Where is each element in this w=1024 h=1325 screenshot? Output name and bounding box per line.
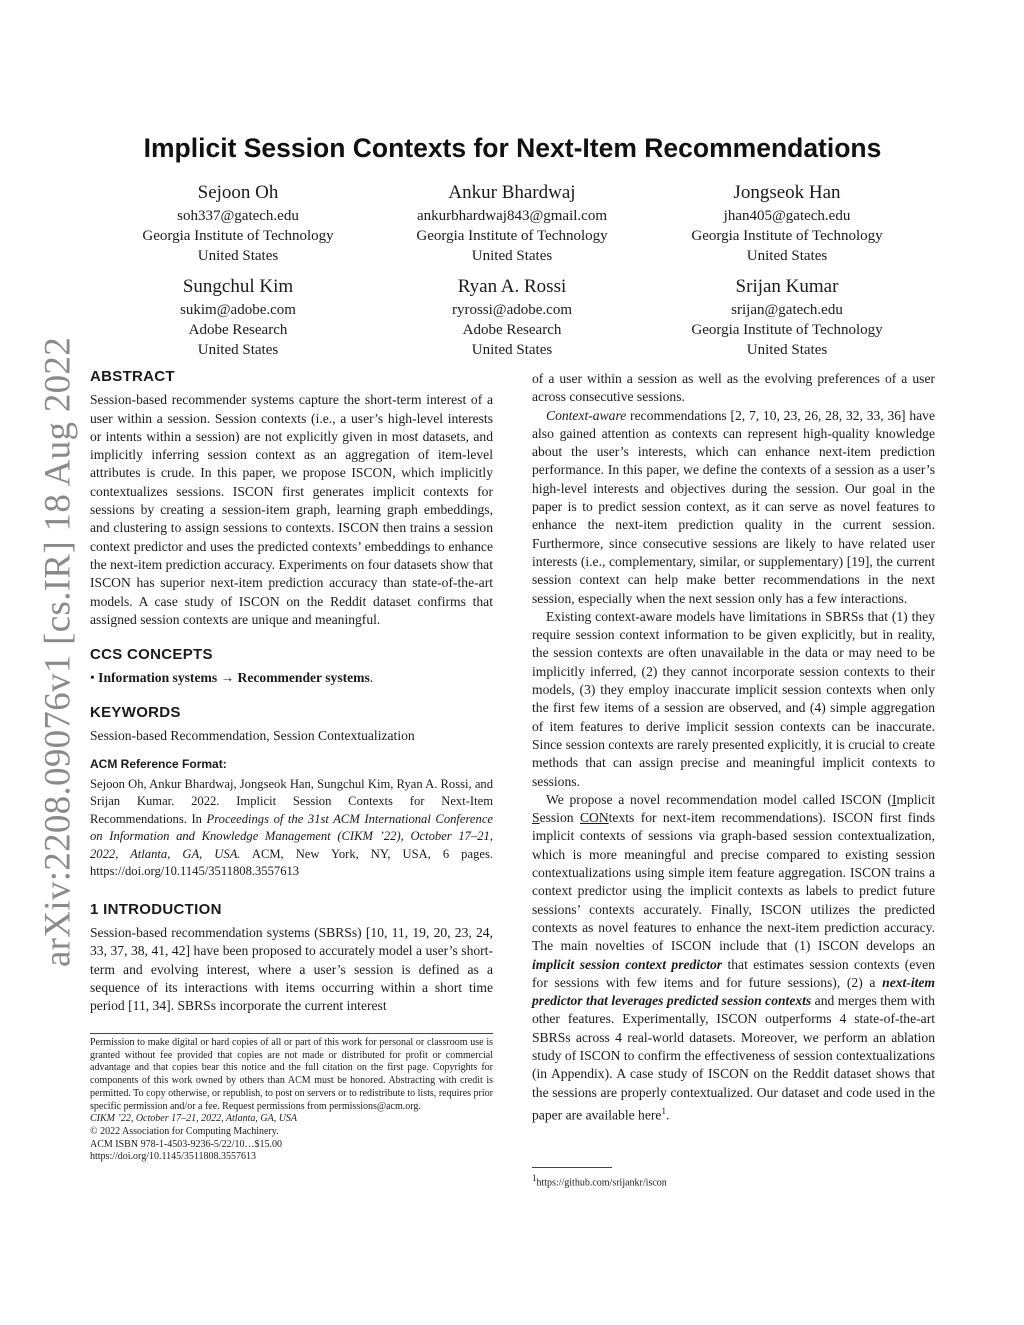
copyright-line: © 2022 Association for Computing Machinery.	[90, 1125, 279, 1137]
author-block	[637, 275, 937, 360]
ccs-bullet: •	[90, 670, 95, 686]
arrow-icon: →	[220, 670, 235, 686]
ccs-end: .	[369, 670, 374, 686]
intro-paragraph-1: Session-based recommendation systems (SBRSs) [10, 11, 19, 20, 23, 24, 33, 37, 38, 41, 42] have been proposed to accurately model a user’s short-term and evolving interest, where a user’s session is defined as a sequence of its interactions with items occurring within a short time period [11, 34]. SBRSs incorporate the current interest	[90, 924, 493, 1014]
author-country: United States	[471, 248, 553, 264]
author-email: soh337@gatech.edu	[177, 208, 299, 224]
intro-paragraph-4	[532, 791, 935, 1125]
author-name: Sungchul Kim	[182, 276, 294, 297]
p4-emph-2: next-item predictor that leverages predicted session contexts	[532, 974, 935, 1009]
p4-I: I	[891, 791, 897, 807]
author-affiliation: Georgia Institute of Technology	[691, 228, 883, 244]
author-affiliation: Georgia Institute of Technology	[416, 228, 608, 244]
author-country: United States	[746, 248, 828, 264]
doi-line: https://doi.org/10.1145/3511808.3557613	[90, 1151, 257, 1163]
p4-a: We propose a novel recommendation model called ISCON (	[546, 791, 892, 807]
intro-heading: 1 INTRODUCTION	[90, 900, 222, 918]
ccs-concept: Information systems	[98, 670, 218, 686]
isbn-line: ACM ISBN 978-1-4503-9236-5/22/10…$15.00	[90, 1138, 282, 1150]
author-email: ankurbhardwaj843@gmail.com	[416, 208, 607, 224]
footnote-marker: 1	[661, 1105, 666, 1116]
p4-c: ession	[539, 810, 580, 826]
p4-h: and merges them with other features. Experimentally, ISCON outperforms 4 state-of-the-art SBRSs across 4 real-world datasets. Moreover, we perform an ablation study of ISCON to confirm the effectiveness of session contextualizations (in Appendix). A case study of ISCON on the Reddit dataset shows that the sessions are properly contextualized. Our dataset and code used in the paper are available here	[532, 993, 935, 1123]
intro-paragraph-2	[532, 407, 935, 608]
ccs-subconcept: Recommender systems	[237, 670, 370, 686]
abstract-heading: ABSTRACT	[90, 368, 175, 385]
author-block	[362, 275, 662, 360]
footnote2-mark: 1	[532, 1173, 537, 1183]
right-column	[532, 370, 935, 1125]
author-affiliation: Georgia Institute of Technology	[142, 228, 334, 244]
p4-d: texts for next-item recommendations). ISCON first finds implicit contexts of sessions via graph-based session contextualization, which is more meaningful and precise compared to existing session contextualizations using simple item feature aggregation. ISCON trains a context predictor using the implicit contexts as labels to predict future sessions’ contexts accurately. Finally, ISCON utilizes the predicted contexts as novel features to enhance the next-item prediction accuracy. The main novelties of ISCON include that (1) ISCON develops an	[532, 810, 935, 954]
author-email: ryrossi@adobe.com	[451, 302, 573, 318]
author-block	[88, 181, 388, 266]
permission-footnote	[90, 1033, 493, 1164]
context-aware-term: Context-aware	[546, 407, 627, 423]
acm-ref-venue: Proceedings of the 31st ACM International Conference on Information and Knowledge Management (CIKM ’22), October 17–21, 2022, Atlanta, GA, USA.	[90, 811, 493, 861]
intro-paragraph-1-cont: of a user within a session as well as the evolving preferences of a user across consecutive sessions.	[532, 371, 935, 405]
intro-paragraph-3: Existing context-aware models have limitations in SBRSs that (1) they require session context information to be given explicitly, but in reality, the session contexts are often unavailable in the data or may need to be implicitly inferred, (2) they cannot incorporate session contexts to their models, (3) they employ inaccurate implicit session contexts when only the first few items of a session are observed, and (4) simple aggregation of item features to derive implicit session contexts can be inaccurate. Since session contexts are rarely presented explicitly, it is crucial to create methods that can assign precise and meaningful implicit contexts to sessions.	[532, 608, 935, 789]
paper-title: Implicit Session Contexts for Next-Item Recommendations	[143, 133, 882, 163]
author-country: United States	[471, 342, 553, 358]
conference-line: CIKM ’22, October 17–21, 2022, Atlanta, GA, USA	[90, 1113, 298, 1125]
github-footnote	[532, 1173, 667, 1188]
p4-CON: CON	[579, 810, 609, 826]
author-country: United States	[746, 342, 828, 358]
author-block	[362, 181, 662, 266]
author-email: sukim@adobe.com	[180, 302, 296, 318]
author-name: Ryan A. Rossi	[457, 276, 567, 297]
arxiv-stamp-text: arXiv:2208.09076v1 [cs.IR] 18 Aug 2022	[37, 336, 79, 968]
author-country: United States	[197, 342, 279, 358]
author-affiliation: Adobe Research	[462, 322, 562, 338]
github-link[interactable]: https://github.com/srijankr/iscon	[536, 1177, 667, 1189]
permission-text: Permission to make digital or hard copies of all or part of this work for personal or classroom use is granted without fee provided that copies are not made or distributed for profit or commercial advantage and that copies bear this notice and the full citation on the first page. Copyrights for components of this work owned by others than ACM must be honored. Abstracting with credit is permitted. To copy otherwise, or republish, to post on servers or to redistribute to lists, requires prior specific permission and/or a fee. Request permissions from permissions@acm.org.	[90, 1037, 493, 1112]
ccs-concepts	[90, 669, 493, 687]
acm-ref-pre: Sejoon Oh, Ankur Bhardwaj, Jongseok Han, Sungchul Kim, Ryan A. Rossi, and Srijan Kumar. 2022. Implicit Session Contexts for Next-Item Recommendations. In	[90, 776, 493, 826]
p4-f: that estimates session contexts (even for sessions with few items and for future sessions), (2) a	[532, 956, 935, 990]
intro-paragraph-2-text: recommendations [2, 7, 10, 23, 26, 28, 32, 33, 36] have also gained attention as contexts can represent high-quality knowledge about the user’s interests, which can enhance next-item prediction performance. In this paper, we define the contexts of a session as a user’s high-level interests and objectives during the session. Our goal in the paper is to predict session context, as it can serve as novel features to enhance the next-item prediction quality in the current session. Furthermore, since consecutive sessions are likely to have related user interests (i.e., complementary, similar, or supplementary) [19], the current session context can help make better recommendations in the next session, especially when the next session only has a few interactions.	[532, 407, 935, 606]
left-column	[90, 368, 493, 1015]
author-block	[637, 181, 937, 266]
author-block	[88, 275, 388, 360]
author-name: Jongseok Han	[733, 182, 841, 203]
acm-ref-post: ACM, New York, NY, USA, 6 pages. https://doi.org/10.1145/3511808.3557613	[90, 846, 493, 879]
p4-b: mplicit	[896, 791, 935, 807]
ccs-heading: CCS CONCEPTS	[90, 646, 213, 664]
author-name: Sejoon Oh	[197, 182, 279, 203]
author-affiliation: Adobe Research	[188, 322, 288, 338]
author-affiliation: Georgia Institute of Technology	[691, 322, 883, 338]
author-name: Ankur Bhardwaj	[448, 182, 576, 203]
p4-S: S	[532, 810, 540, 826]
author-name: Srijan Kumar	[735, 276, 839, 297]
p4-emph-1: implicit session context predictor	[532, 956, 723, 972]
author-country: United States	[197, 248, 279, 264]
acm-ref-text	[90, 776, 493, 881]
author-email: srijan@gatech.edu	[731, 302, 843, 318]
keywords-text: Session-based Recommendation, Session Contextualization	[90, 728, 415, 744]
p4-end: .	[665, 1107, 670, 1123]
author-email: jhan405@gatech.edu	[723, 208, 851, 224]
keywords-heading: KEYWORDS	[90, 703, 181, 721]
acm-ref-heading: ACM Reference Format:	[90, 757, 227, 772]
abstract-text: Session-based recommender systems capture the short-term interest of a user within a session. Session contexts (i.e., a user’s high-level interests or intents within a session) are not explicitly given in most datasets, and implicitly inferring session context as an aggregation of item-level attributes is crude. In this paper, we propose ISCON, which implicitly contextualizes sessions. ISCON first generates implicit contexts for sessions by creating a session-item graph, learning graph embeddings, and clustering to assign sessions to contexts. ISCON then trains a session context predictor and uses the predicted contexts’ embeddings to enhance the next-item prediction accuracy. Experiments on four datasets show that ISCON has superior next-item prediction accuracy than state-of-the-art models. A case study of ISCON on the Reddit dataset confirms that assigned session contexts are unique and meaningful.	[90, 392, 493, 627]
footnote-rule	[532, 1167, 612, 1168]
